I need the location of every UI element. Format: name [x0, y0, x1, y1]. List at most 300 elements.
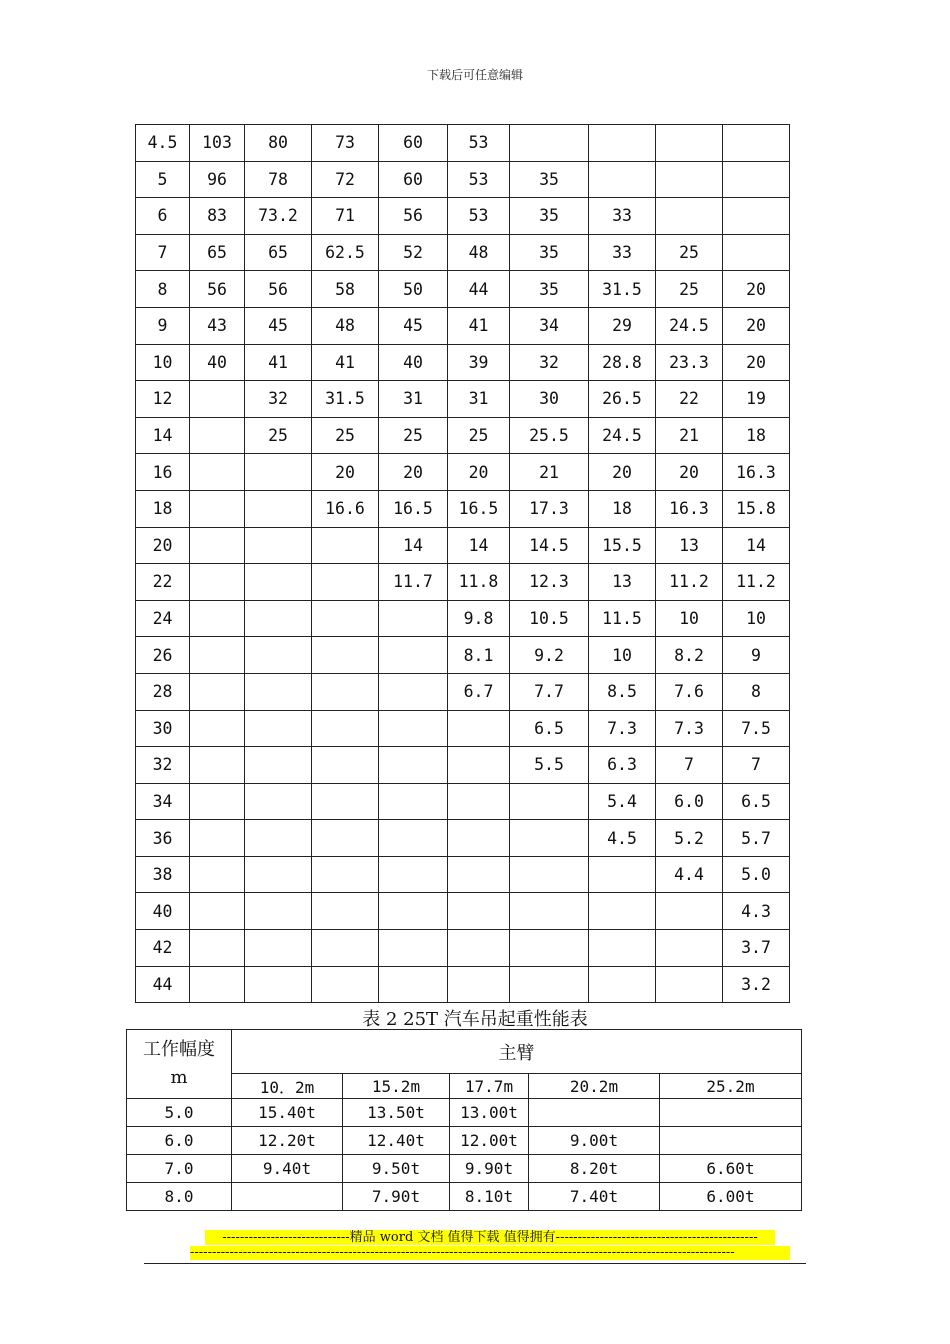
- load-cell: 20: [723, 307, 790, 344]
- load-cell: 45: [379, 307, 448, 344]
- radius-cell: 12: [136, 381, 190, 418]
- load-cell: 6.5: [510, 710, 589, 747]
- footer-banner: -----------------------------精品 word 文档 值得下载 值得拥有----------------------------------------------: [205, 1230, 775, 1245]
- radius-cell: 14: [136, 417, 190, 454]
- load-cell: [245, 454, 312, 491]
- footer-dash-line: ----------------------------------------------------------------------------------------------------------------------------: [190, 1246, 790, 1260]
- load-cell: 53: [448, 125, 510, 162]
- table-row: [127, 1099, 802, 1127]
- load-cell: [510, 856, 589, 893]
- load-cell: 31: [448, 381, 510, 418]
- load-cell: [312, 673, 379, 710]
- table-row: [127, 1127, 802, 1155]
- footer-rule: [144, 1263, 806, 1264]
- load-cell: [656, 893, 723, 930]
- load-cell: 56: [190, 271, 245, 308]
- capacity-cell: 15.40t: [232, 1099, 343, 1127]
- capacity-cell: 9.50t: [343, 1155, 450, 1183]
- load-cell: [190, 893, 245, 930]
- load-cell: 9.8: [448, 600, 510, 637]
- load-cell: [656, 198, 723, 235]
- radius-cell: 30: [136, 710, 190, 747]
- page-header: 下载后可任意编辑: [426, 68, 523, 82]
- load-cell: [510, 930, 589, 967]
- load-cell: [379, 783, 448, 820]
- load-cell: [589, 966, 656, 1003]
- load-cell: 7: [723, 747, 790, 784]
- capacity-cell: 6.60t: [660, 1155, 802, 1183]
- load-cell: 32: [510, 344, 589, 381]
- load-cell: 14.5: [510, 527, 589, 564]
- load-cell: 25: [312, 417, 379, 454]
- capacity-cell: 12.00t: [450, 1127, 529, 1155]
- radius-cell: 16: [136, 454, 190, 491]
- load-cell: 16.3: [723, 454, 790, 491]
- load-cell: 5.5: [510, 747, 589, 784]
- load-cell: 6.0: [656, 783, 723, 820]
- table-row: [136, 271, 790, 308]
- load-cell: 14: [379, 527, 448, 564]
- load-cell: 25.5: [510, 417, 589, 454]
- radius-cell: 10: [136, 344, 190, 381]
- boom-header: 主臂: [232, 1030, 802, 1074]
- load-cell: 15.8: [723, 490, 790, 527]
- radius-cell: 34: [136, 783, 190, 820]
- load-cell: [245, 747, 312, 784]
- load-cell: 41: [245, 344, 312, 381]
- capacity-cell: 9.40t: [232, 1155, 343, 1183]
- load-cell: 11.2: [723, 564, 790, 601]
- table-row: [136, 564, 790, 601]
- load-cell: 4.5: [589, 820, 656, 857]
- load-cell: [190, 930, 245, 967]
- load-cell: [510, 893, 589, 930]
- load-cell: [312, 600, 379, 637]
- load-cell: 48: [312, 307, 379, 344]
- load-cell: 33: [589, 198, 656, 235]
- load-cell: [312, 747, 379, 784]
- table-row: [136, 307, 790, 344]
- load-cell: [379, 710, 448, 747]
- load-cell: 4.4: [656, 856, 723, 893]
- load-cell: 71: [312, 198, 379, 235]
- load-cell: 19: [723, 381, 790, 418]
- load-cell: 73.2: [245, 198, 312, 235]
- load-cell: 18: [723, 417, 790, 454]
- radius-cell: 44: [136, 966, 190, 1003]
- radius-cell: 7: [136, 234, 190, 271]
- load-cell: 34: [510, 307, 589, 344]
- load-cell: 53: [448, 161, 510, 198]
- radius-cell: 6: [136, 198, 190, 235]
- load-cell: [245, 564, 312, 601]
- load-cell: 4.3: [723, 893, 790, 930]
- load-cell: 24.5: [589, 417, 656, 454]
- capacity-cell: [660, 1127, 802, 1155]
- load-cell: [589, 125, 656, 162]
- radius-cell: 6.0: [127, 1127, 232, 1155]
- load-cell: 26.5: [589, 381, 656, 418]
- load-cell: 30: [510, 381, 589, 418]
- load-cell: [448, 783, 510, 820]
- load-cell: [190, 637, 245, 674]
- load-cell: [190, 710, 245, 747]
- load-cell: 60: [379, 161, 448, 198]
- load-cell: 56: [379, 198, 448, 235]
- load-cell: 12.3: [510, 564, 589, 601]
- load-cell: [190, 490, 245, 527]
- radius-cell: 5.0: [127, 1099, 232, 1127]
- table-row: [136, 893, 790, 930]
- load-cell: [723, 125, 790, 162]
- radius-cell: 5: [136, 161, 190, 198]
- radius-header: [127, 1030, 232, 1099]
- radius-cell: 4.5: [136, 125, 190, 162]
- load-cell: [379, 856, 448, 893]
- load-cell: [589, 856, 656, 893]
- load-cell: [245, 820, 312, 857]
- load-cell: 11.2: [656, 564, 723, 601]
- load-cell: 20: [448, 454, 510, 491]
- capacity-cell: 12.20t: [232, 1127, 343, 1155]
- load-cell: 35: [510, 234, 589, 271]
- capacity-cell: 12.40t: [343, 1127, 450, 1155]
- radius-cell: 32: [136, 747, 190, 784]
- capacity-cell: [529, 1099, 660, 1127]
- table-row: [136, 747, 790, 784]
- load-cell: 20: [723, 344, 790, 381]
- load-cell: 72: [312, 161, 379, 198]
- capacity-cell: 13.00t: [450, 1099, 529, 1127]
- load-cell: 83: [190, 198, 245, 235]
- capacity-cell: 7.90t: [343, 1183, 450, 1211]
- load-cell: 25: [448, 417, 510, 454]
- table-row: [127, 1183, 802, 1211]
- load-cell: [589, 930, 656, 967]
- load-cell: [312, 564, 379, 601]
- capacity-cell: 9.00t: [529, 1127, 660, 1155]
- capacity-cell: [232, 1183, 343, 1211]
- load-cell: [245, 930, 312, 967]
- load-cell: [379, 893, 448, 930]
- load-cell: [312, 930, 379, 967]
- load-cell: 35: [510, 198, 589, 235]
- load-cell: [190, 564, 245, 601]
- load-cell: 9.2: [510, 637, 589, 674]
- table-row: [136, 454, 790, 491]
- load-cell: 52: [379, 234, 448, 271]
- load-cell: [245, 710, 312, 747]
- load-cell: [656, 161, 723, 198]
- load-cell: 20: [379, 454, 448, 491]
- load-cell: [190, 527, 245, 564]
- load-cell: 29: [589, 307, 656, 344]
- load-cell: 62.5: [312, 234, 379, 271]
- load-cell: [312, 893, 379, 930]
- load-cell: 16.3: [656, 490, 723, 527]
- load-cell: 31.5: [312, 381, 379, 418]
- load-cell: 18: [589, 490, 656, 527]
- load-cell: 20: [723, 271, 790, 308]
- load-cell: 96: [190, 161, 245, 198]
- load-cell: 3.2: [723, 966, 790, 1003]
- load-cell: [312, 820, 379, 857]
- load-cell: 11.5: [589, 600, 656, 637]
- capacity-cell: 13.50t: [343, 1099, 450, 1127]
- load-cell: 6.7: [448, 673, 510, 710]
- load-cell: [656, 966, 723, 1003]
- table-row: [136, 710, 790, 747]
- table-row: [136, 820, 790, 857]
- load-cell: 41: [448, 307, 510, 344]
- load-cell: 10: [656, 600, 723, 637]
- load-cell: 78: [245, 161, 312, 198]
- load-cell: 10.5: [510, 600, 589, 637]
- load-cell: 8: [723, 673, 790, 710]
- load-cell: [589, 893, 656, 930]
- radius-header-unit: m: [170, 1067, 188, 1088]
- load-cell: 9: [723, 637, 790, 674]
- load-cell: 25: [656, 234, 723, 271]
- radius-cell: 28: [136, 673, 190, 710]
- load-cell: [448, 820, 510, 857]
- radius-cell: 8: [136, 271, 190, 308]
- load-cell: [448, 930, 510, 967]
- boom-length-header: 20.2m: [529, 1074, 660, 1099]
- load-cell: 20: [312, 454, 379, 491]
- load-cell: [190, 454, 245, 491]
- table-row: [136, 125, 790, 162]
- load-cell: [190, 783, 245, 820]
- load-cell: 14: [723, 527, 790, 564]
- load-cell: [312, 527, 379, 564]
- load-cell: [190, 820, 245, 857]
- load-cell: 16.6: [312, 490, 379, 527]
- table-row: [136, 783, 790, 820]
- radius-cell: 8.0: [127, 1183, 232, 1211]
- table-row: [127, 1155, 802, 1183]
- load-cell: [656, 930, 723, 967]
- load-cell: [510, 783, 589, 820]
- load-cell: 6.5: [723, 783, 790, 820]
- load-cell: 24.5: [656, 307, 723, 344]
- load-cell: [379, 600, 448, 637]
- table-row: [136, 381, 790, 418]
- load-cell: 3.7: [723, 930, 790, 967]
- table-row: [136, 161, 790, 198]
- load-cell: 8.1: [448, 637, 510, 674]
- table-row: [136, 966, 790, 1003]
- load-cell: 16.5: [379, 490, 448, 527]
- load-cell: 5.0: [723, 856, 790, 893]
- load-cell: [379, 966, 448, 1003]
- capacity-cell: 8.10t: [450, 1183, 529, 1211]
- radius-cell: 40: [136, 893, 190, 930]
- load-cell: 15.5: [589, 527, 656, 564]
- load-cell: 14: [448, 527, 510, 564]
- load-cell: 32: [245, 381, 312, 418]
- load-cell: 35: [510, 271, 589, 308]
- load-cell: 25: [379, 417, 448, 454]
- load-cell: [510, 820, 589, 857]
- load-cell: [379, 637, 448, 674]
- load-cell: 17.3: [510, 490, 589, 527]
- load-cell: [245, 673, 312, 710]
- load-cell: [312, 856, 379, 893]
- load-cell: 65: [190, 234, 245, 271]
- table-row: [136, 930, 790, 967]
- radius-cell: 38: [136, 856, 190, 893]
- load-cell: [448, 893, 510, 930]
- radius-cell: 7.0: [127, 1155, 232, 1183]
- load-cell: [312, 783, 379, 820]
- load-cell: 35: [510, 161, 589, 198]
- load-cell: [312, 637, 379, 674]
- load-cell: 8.5: [589, 673, 656, 710]
- load-cell: [723, 198, 790, 235]
- load-cell: [448, 710, 510, 747]
- load-cell: 5.2: [656, 820, 723, 857]
- radius-header-label: 工作幅度: [143, 1039, 215, 1060]
- load-cell: 5.7: [723, 820, 790, 857]
- load-cell: 10: [589, 637, 656, 674]
- load-cell: 43: [190, 307, 245, 344]
- load-cell: [190, 417, 245, 454]
- load-cell: [245, 893, 312, 930]
- radius-cell: 42: [136, 930, 190, 967]
- load-cell: 53: [448, 198, 510, 235]
- capacity-cell: 6.00t: [660, 1183, 802, 1211]
- load-cell: 58: [312, 271, 379, 308]
- load-cell: [589, 161, 656, 198]
- load-cell: [723, 234, 790, 271]
- load-cell: [448, 747, 510, 784]
- boom-length-header: 15.2m: [343, 1074, 450, 1099]
- load-cell: 28.8: [589, 344, 656, 381]
- load-cell: 40: [190, 344, 245, 381]
- load-cell: 7.3: [589, 710, 656, 747]
- load-cell: 33: [589, 234, 656, 271]
- load-cell: 13: [589, 564, 656, 601]
- load-cell: 103: [190, 125, 245, 162]
- table2-caption: 表 2 25T 汽车吊起重性能表: [362, 1009, 588, 1030]
- load-cell: [245, 637, 312, 674]
- load-cell: [190, 673, 245, 710]
- load-cell: [723, 161, 790, 198]
- table-row: [136, 600, 790, 637]
- load-cell: [448, 856, 510, 893]
- load-cell: 65: [245, 234, 312, 271]
- load-cell: [656, 125, 723, 162]
- load-cell: [245, 490, 312, 527]
- load-cell: [190, 600, 245, 637]
- load-cell: 6.3: [589, 747, 656, 784]
- load-cell: 20: [656, 454, 723, 491]
- table-row: [136, 234, 790, 271]
- load-cell: [379, 673, 448, 710]
- load-cell: 41: [312, 344, 379, 381]
- load-cell: [245, 856, 312, 893]
- radius-cell: 36: [136, 820, 190, 857]
- capacity-cell: 9.90t: [450, 1155, 529, 1183]
- load-cell: 7.5: [723, 710, 790, 747]
- load-cell: 7.6: [656, 673, 723, 710]
- load-cell: 7.7: [510, 673, 589, 710]
- load-cell: 39: [448, 344, 510, 381]
- load-cell: [379, 747, 448, 784]
- load-cell: 50: [379, 271, 448, 308]
- capacity-cell: 7.40t: [529, 1183, 660, 1211]
- load-cell: 21: [510, 454, 589, 491]
- table-row: [136, 637, 790, 674]
- capacity-cell: [660, 1099, 802, 1127]
- radius-cell: 18: [136, 490, 190, 527]
- load-cell: 21: [656, 417, 723, 454]
- load-cell: [510, 125, 589, 162]
- load-cell: 40: [379, 344, 448, 381]
- table-row: [136, 856, 790, 893]
- load-cell: 56: [245, 271, 312, 308]
- load-cell: [245, 600, 312, 637]
- load-cell: 22: [656, 381, 723, 418]
- table-row: [136, 417, 790, 454]
- boom-length-header: 25.2m: [660, 1074, 802, 1099]
- capacity-cell: 8.20t: [529, 1155, 660, 1183]
- load-cell: 60: [379, 125, 448, 162]
- radius-cell: 9: [136, 307, 190, 344]
- load-cell: 11.7: [379, 564, 448, 601]
- load-cell: 20: [589, 454, 656, 491]
- load-cell: 48: [448, 234, 510, 271]
- load-cell: [245, 527, 312, 564]
- load-cell: 8.2: [656, 637, 723, 674]
- load-cell: [190, 856, 245, 893]
- load-cell: [245, 966, 312, 1003]
- boom-length-header: 17.7m: [450, 1074, 529, 1099]
- load-cell: 73: [312, 125, 379, 162]
- load-cell: 31.5: [589, 271, 656, 308]
- load-cell: 31: [379, 381, 448, 418]
- load-cell: [190, 966, 245, 1003]
- load-cell: 25: [245, 417, 312, 454]
- load-cell: [379, 820, 448, 857]
- load-cell: 25: [656, 271, 723, 308]
- 25t-crane-performance-table: [126, 1029, 802, 1211]
- load-cell: 45: [245, 307, 312, 344]
- load-cell: [510, 966, 589, 1003]
- load-cell: 7.3: [656, 710, 723, 747]
- load-cell: 13: [656, 527, 723, 564]
- radius-cell: 22: [136, 564, 190, 601]
- table-row: [136, 344, 790, 381]
- load-cell: 80: [245, 125, 312, 162]
- load-cell: [312, 966, 379, 1003]
- table-row: [136, 490, 790, 527]
- load-cell: 11.8: [448, 564, 510, 601]
- load-cell: [190, 747, 245, 784]
- load-cell: 10: [723, 600, 790, 637]
- load-cell: 44: [448, 271, 510, 308]
- load-cell: [312, 710, 379, 747]
- load-cell: 16.5: [448, 490, 510, 527]
- load-cell: [448, 966, 510, 1003]
- table-row: [136, 673, 790, 710]
- radius-cell: 20: [136, 527, 190, 564]
- table-row: [136, 198, 790, 235]
- load-cell: [245, 783, 312, 820]
- load-cell: 7: [656, 747, 723, 784]
- boom-length-header: 10．2m: [232, 1074, 343, 1099]
